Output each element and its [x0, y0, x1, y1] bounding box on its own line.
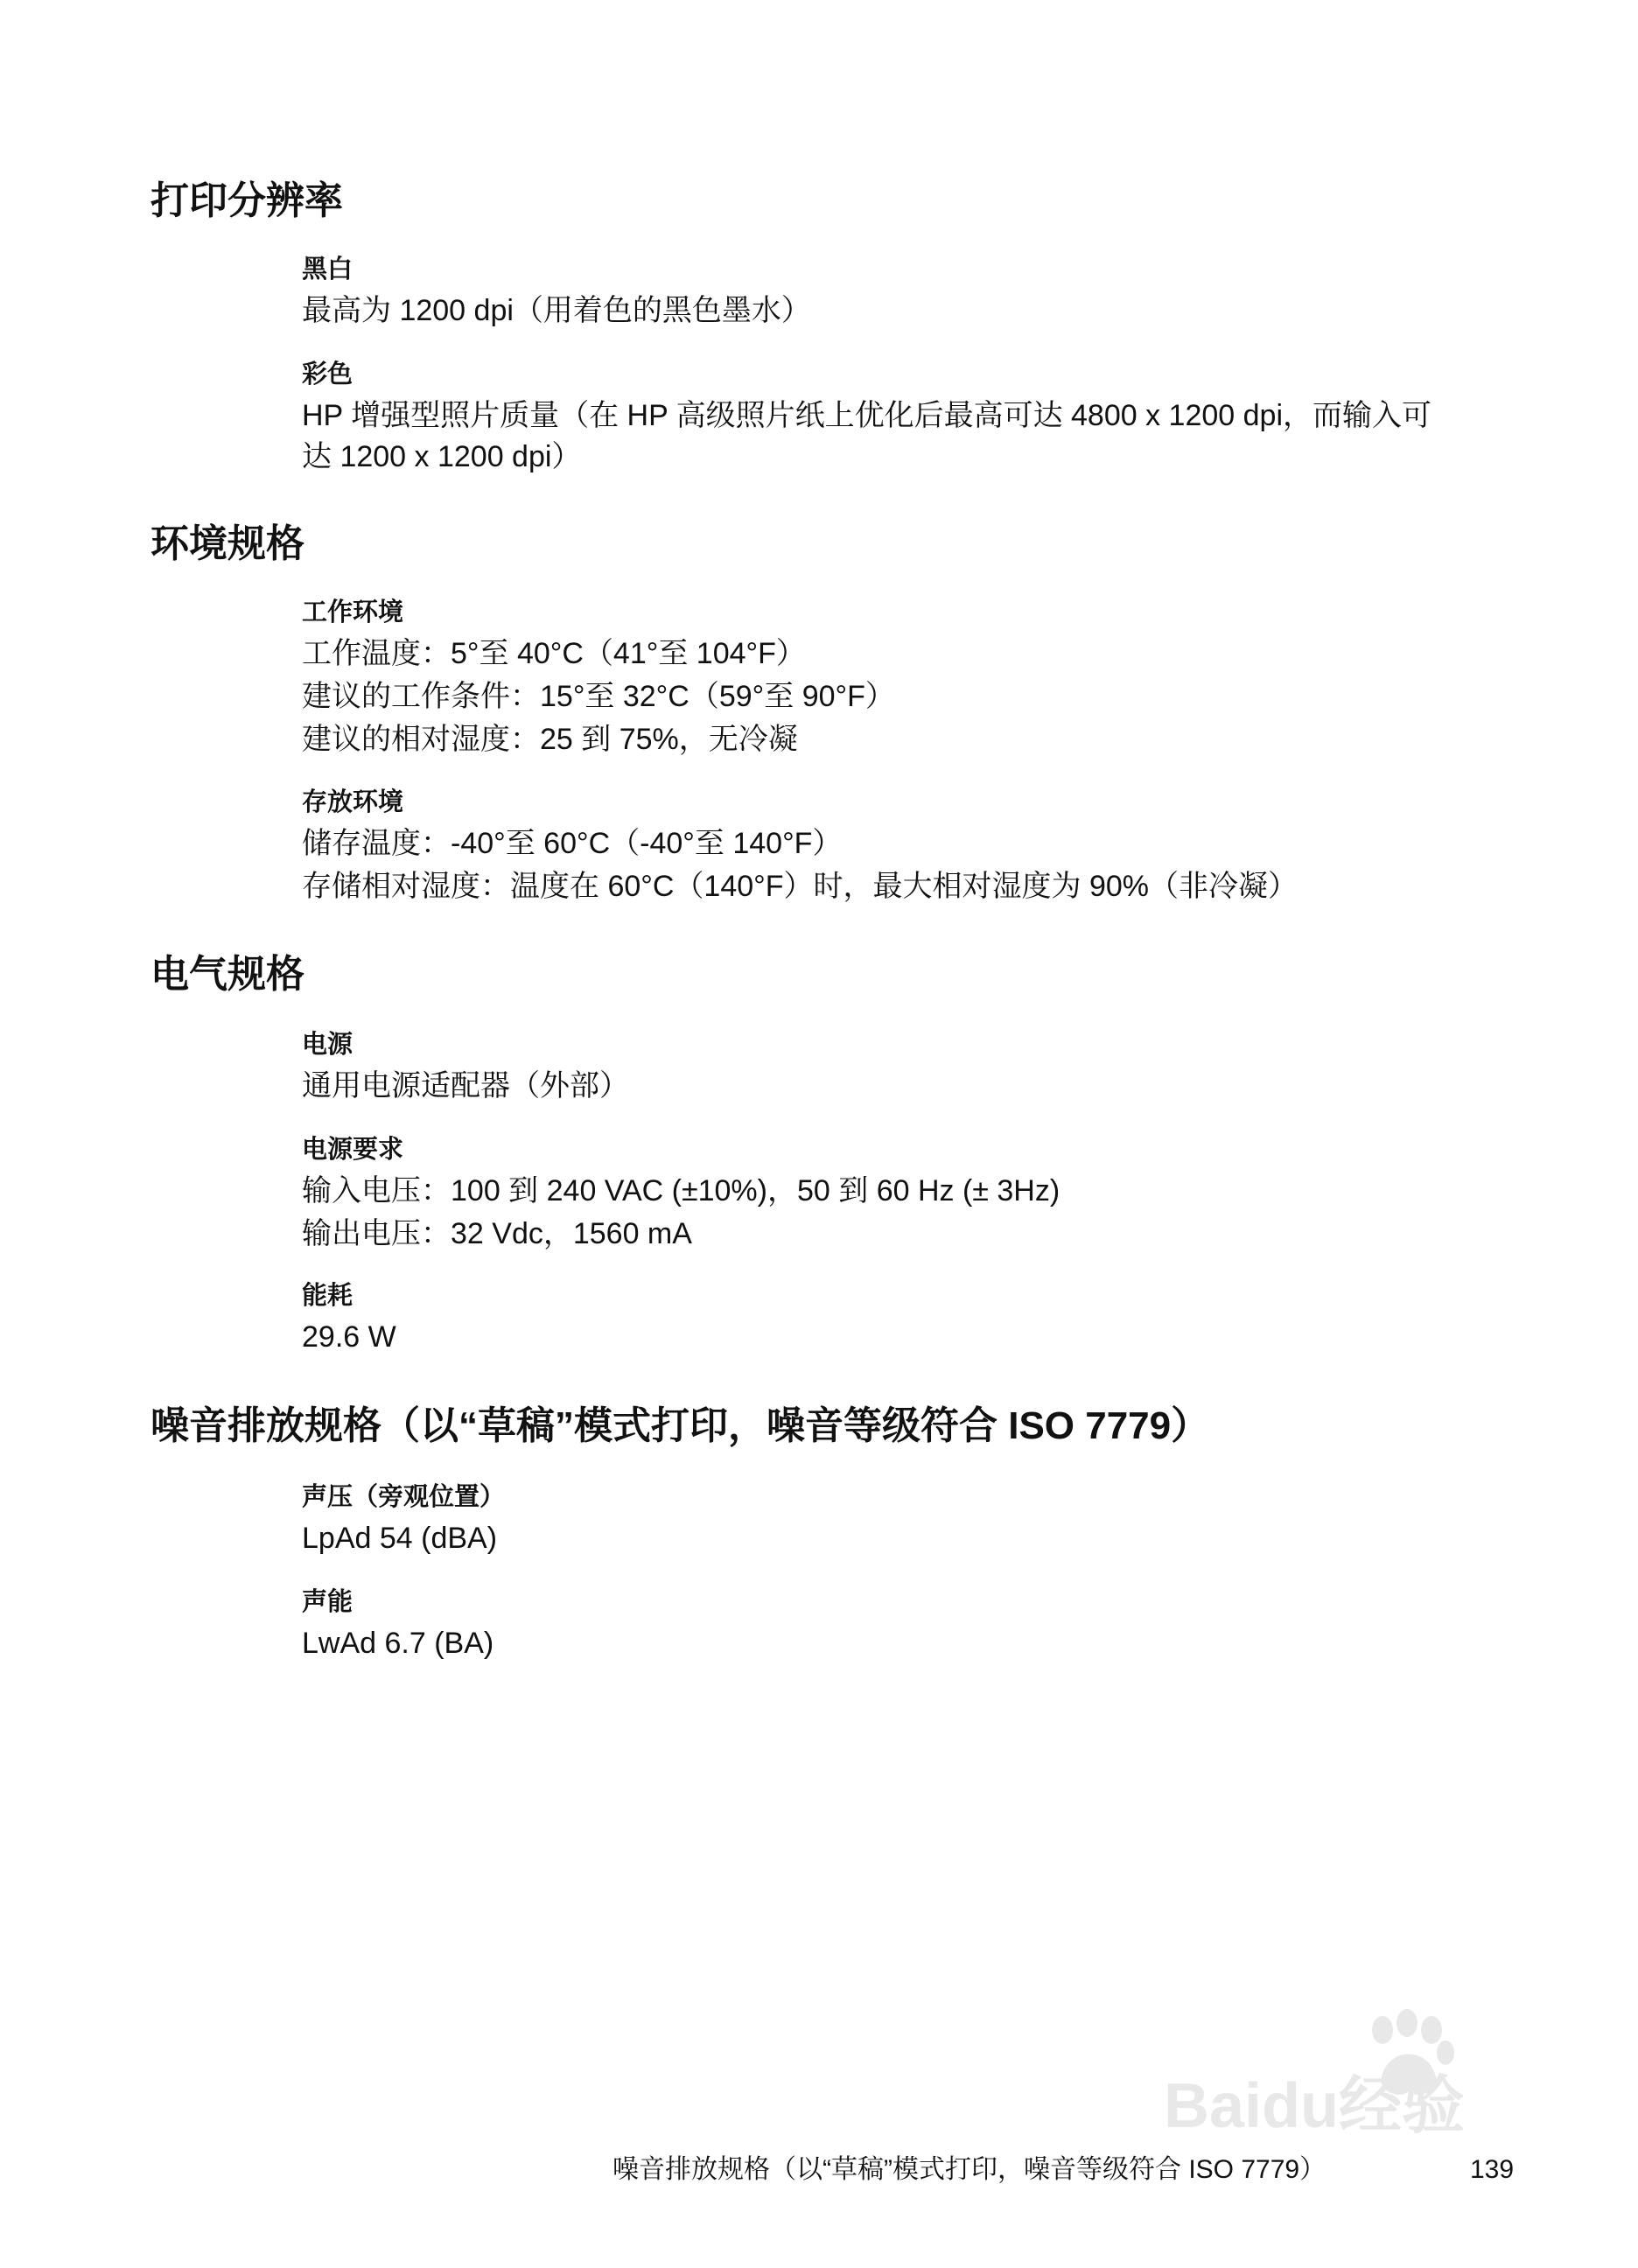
watermark-text: Baidu经验: [1164, 2071, 1466, 2141]
page-number: 139: [1470, 2155, 1515, 2184]
spec-line: 输出电压：32 Vdc，1560 mA: [302, 1217, 692, 1250]
spec-line: 存储相对湿度：温度在 60°C（140°F）时，最大相对湿度为 90%（非冷凝）: [302, 870, 1298, 903]
spec-line: 29.6 W: [302, 1320, 396, 1354]
spec-line: 建议的相对湿度：25 到 75%，无冷凝: [302, 723, 798, 756]
section-heading-print-resolution: 打印分辨率: [150, 179, 343, 222]
subheading-operating-environment: 工作环境: [302, 598, 404, 626]
baidu-jingyan-watermark: [1164, 2004, 1531, 2141]
subheading-power-requirements: 电源要求: [302, 1136, 404, 1164]
spec-line: 储存温度：-40°至 60°C（-40°至 140°F）: [302, 827, 843, 860]
subheading-sound-pressure: 声压（旁观位置）: [302, 1483, 506, 1511]
section-heading-environment: 环境规格: [150, 522, 304, 565]
spec-line: LwAd 6.7 (BA): [302, 1627, 494, 1660]
subheading-power-consumption: 能耗: [302, 1282, 354, 1310]
spec-line: 建议的工作条件：15°至 32°C（59°至 90°F）: [302, 680, 895, 713]
spec-line: 最高为 1200 dpi（用着色的黑色墨水）: [302, 294, 811, 327]
spec-line: HP 增强型照片质量（在 HP 高级照片纸上优化后最高可达 4800 x 1200 dpi，而输入可: [302, 399, 1432, 432]
section-heading-electrical: 电气规格: [150, 953, 304, 996]
subheading-power-supply: 电源: [302, 1031, 354, 1059]
subheading-sound-power: 声能: [302, 1588, 354, 1616]
spec-line: LpAd 54 (dBA): [302, 1522, 498, 1555]
spec-line: 输入电压：100 到 240 VAC (±10%)，50 到 60 Hz (± 3Hz): [302, 1174, 1060, 1208]
section-heading-acoustic-emissions: 噪音排放规格（以“草稿”模式打印，噪音等级符合 ISO 7779）: [150, 1404, 1210, 1447]
subheading-black-white: 黑白: [302, 256, 354, 284]
footer-running-title: 噪音排放规格（以“草稿”模式打印，噪音等级符合 ISO 7779）: [612, 2155, 1326, 2184]
subheading-storage-environment: 存放环境: [302, 788, 404, 816]
spec-line: 工作温度：5°至 40°C（41°至 104°F）: [302, 637, 806, 670]
spec-line: 达 1200 x 1200 dpi）: [302, 440, 582, 473]
subheading-color: 彩色: [302, 360, 354, 388]
spec-line: 通用电源适配器（外部）: [302, 1069, 629, 1102]
